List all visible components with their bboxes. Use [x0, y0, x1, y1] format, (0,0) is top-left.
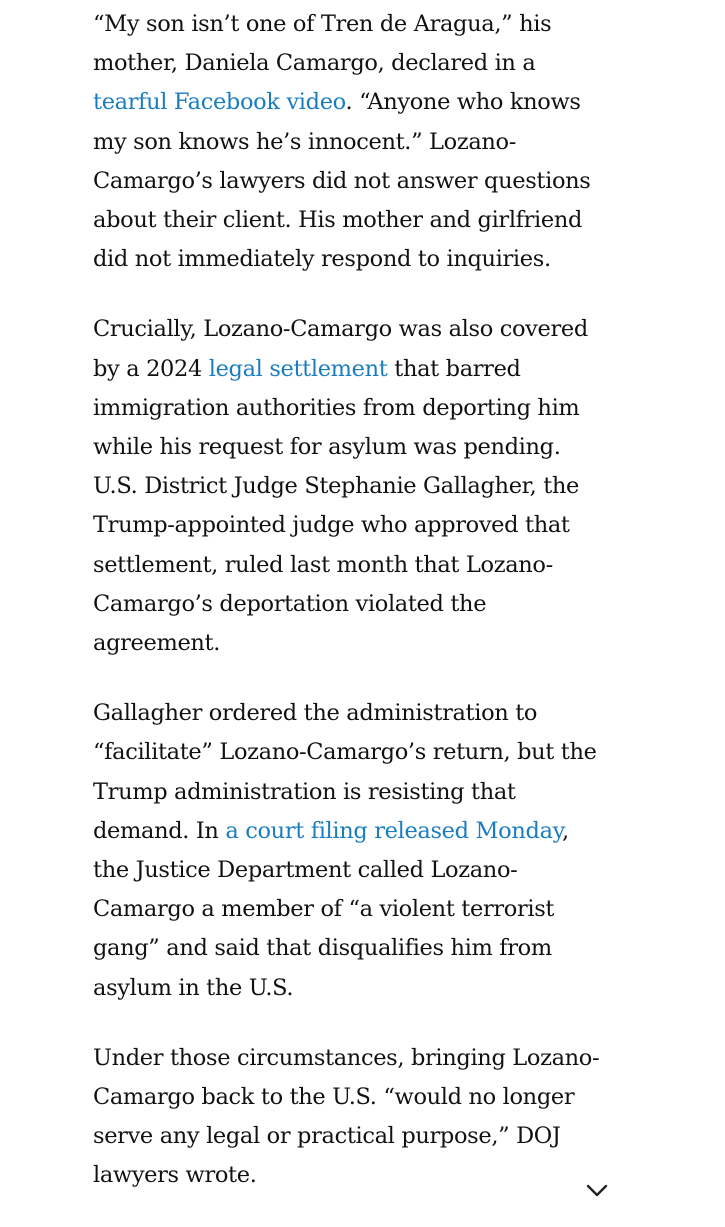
- paragraph-mother-quote: [93, 5, 603, 279]
- text: that barred immigration authorities from deporting him while his request for asylum was pending. U.S. District Judge Stephanie Gallagher, the Trump-appointed judge who approved that settlement, ruled last month that Lozano-Camargo’s deportation violated the agreement.: [93, 355, 580, 657]
- text: “My son isn’t one of Tren de Aragua,” his mother, Daniela Camargo, declared in a: [93, 11, 552, 77]
- link-court-filing-released-monday[interactable]: a court filing released Monday: [225, 817, 563, 844]
- text: , the Justice Department called Lozano-Camargo a member of “a violent terrorist gang” and said that disqualifies him from asylum in the U.S.: [93, 817, 569, 1001]
- text: . “Anyone who knows my son knows he’s innocent.” Lozano-Camargo’s lawyers did not answer questions about their client. His mother and girlfriend did not immediately respond to inquiries.: [93, 89, 591, 273]
- article-body: [93, 5, 603, 1227]
- link-legal-settlement[interactable]: legal settlement: [208, 355, 388, 382]
- chevron-down-icon[interactable]: [586, 1184, 608, 1198]
- paragraph-court-filing: [93, 694, 603, 1008]
- paragraph-legal-settlement: [93, 310, 603, 663]
- text: Under those circumstances, bringing Lozano-Camargo back to the U.S. “would no longer serve any legal or practical purpose,” DOJ lawyers wrote.: [93, 1044, 600, 1189]
- text: Crucially, Lozano-Camargo was also covered by a 2024: [93, 316, 588, 382]
- link-tearful-facebook-video[interactable]: tearful Facebook video: [93, 89, 346, 116]
- text: Gallagher ordered the administration to “facilitate” Lozano-Camargo’s return, but the Trump administration is resisting that demand. In: [93, 700, 597, 844]
- paragraph-doj-lawyers: [93, 1039, 603, 1196]
